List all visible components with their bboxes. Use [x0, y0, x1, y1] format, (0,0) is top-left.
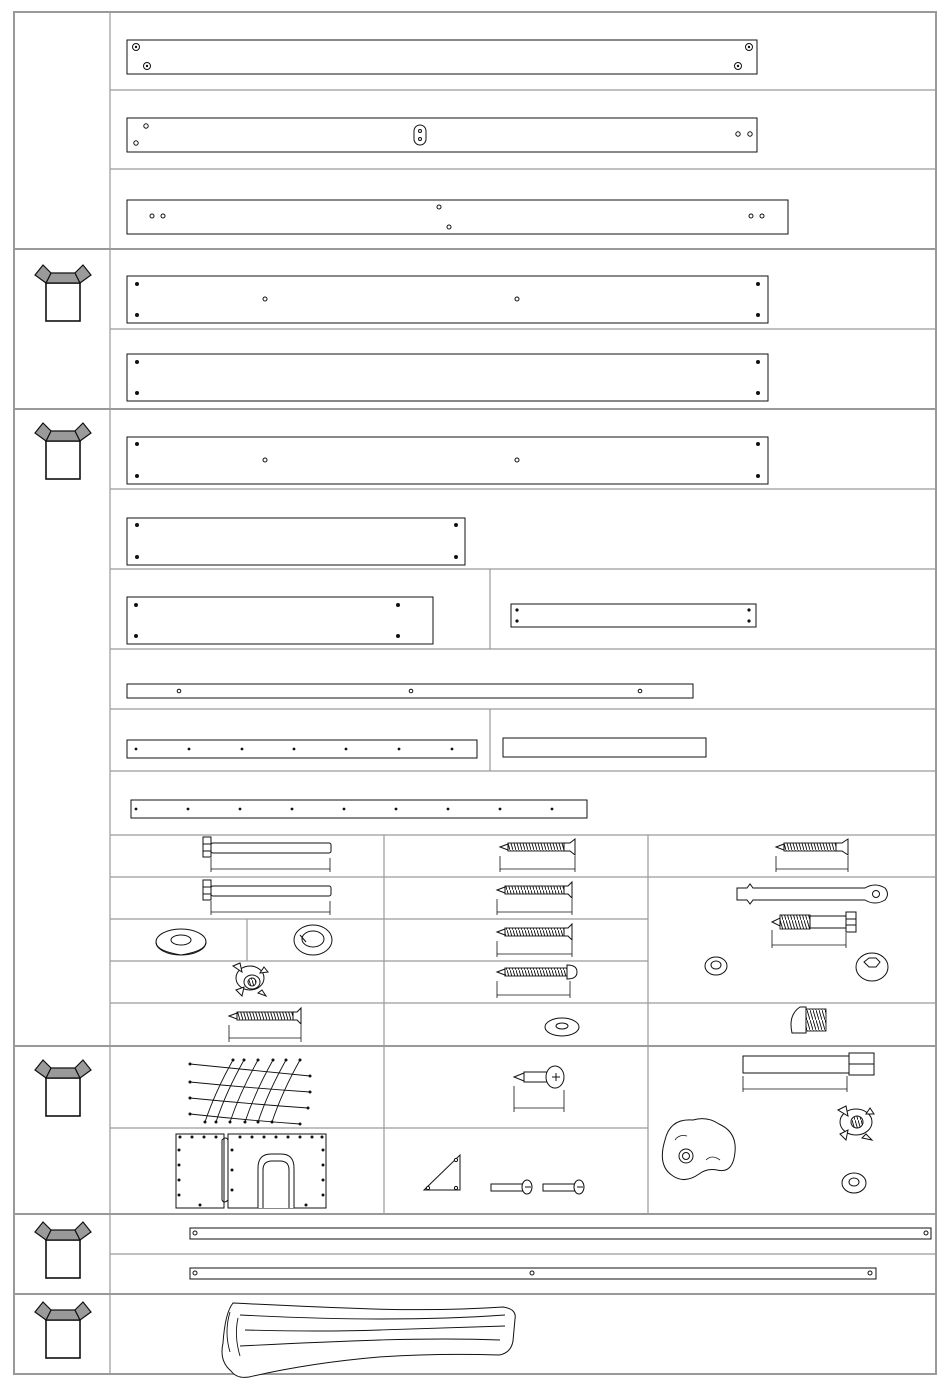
t-nut-icon [233, 963, 268, 996]
cap-nut-icon [856, 953, 888, 981]
wood-screw-icon [229, 1008, 301, 1042]
hex-bolt-icon [203, 880, 331, 915]
wood-screw-icon [776, 839, 848, 872]
long-rail-1 [190, 1228, 931, 1239]
pan-screw-icon [514, 1066, 564, 1112]
plastic-cap-icon [791, 1007, 826, 1033]
wave-slide-icon [222, 1303, 515, 1377]
pan-screw-icon [491, 1180, 532, 1194]
corner-brace-icon [424, 1155, 460, 1190]
lock-washer-icon [294, 925, 332, 955]
open-box-icon [35, 1060, 91, 1116]
board-3 [127, 200, 788, 234]
hex-bolt-icon [743, 1053, 874, 1092]
climbing-net-icon [189, 1059, 312, 1126]
slat-1 [127, 684, 693, 698]
flat-bracket-icon [737, 884, 888, 904]
lag-screw-icon [772, 912, 856, 948]
pan-screw-icon [497, 965, 577, 998]
hex-bolt-icon [203, 837, 331, 872]
board-1 [127, 40, 757, 74]
slat-2 [127, 740, 477, 758]
wood-screw-icon [500, 839, 575, 872]
pan-screw-icon [543, 1180, 584, 1194]
open-box-icon [35, 1302, 91, 1358]
slat-3 [503, 738, 706, 757]
board-5 [127, 354, 768, 401]
wood-screw-icon [497, 924, 572, 957]
board-8 [127, 597, 433, 644]
open-box-icon [35, 1222, 91, 1278]
board-9 [511, 604, 756, 627]
climbing-rock-icon [662, 1119, 735, 1180]
long-rail-2 [190, 1268, 876, 1279]
lock-washer-icon [842, 1173, 866, 1193]
t-nut-icon [838, 1106, 874, 1140]
tarp-icon [176, 1134, 326, 1208]
open-box-icon [35, 265, 91, 321]
lock-washer-icon [705, 957, 727, 975]
flat-washer-icon [156, 929, 206, 955]
wood-screw-icon [497, 882, 572, 915]
board-4 [127, 276, 768, 323]
board-2 [127, 118, 757, 152]
flat-washer-icon [545, 1018, 579, 1036]
open-box-icon [35, 423, 91, 479]
slat-4 [131, 800, 587, 818]
board-7 [127, 518, 465, 565]
board-6 [127, 437, 768, 484]
